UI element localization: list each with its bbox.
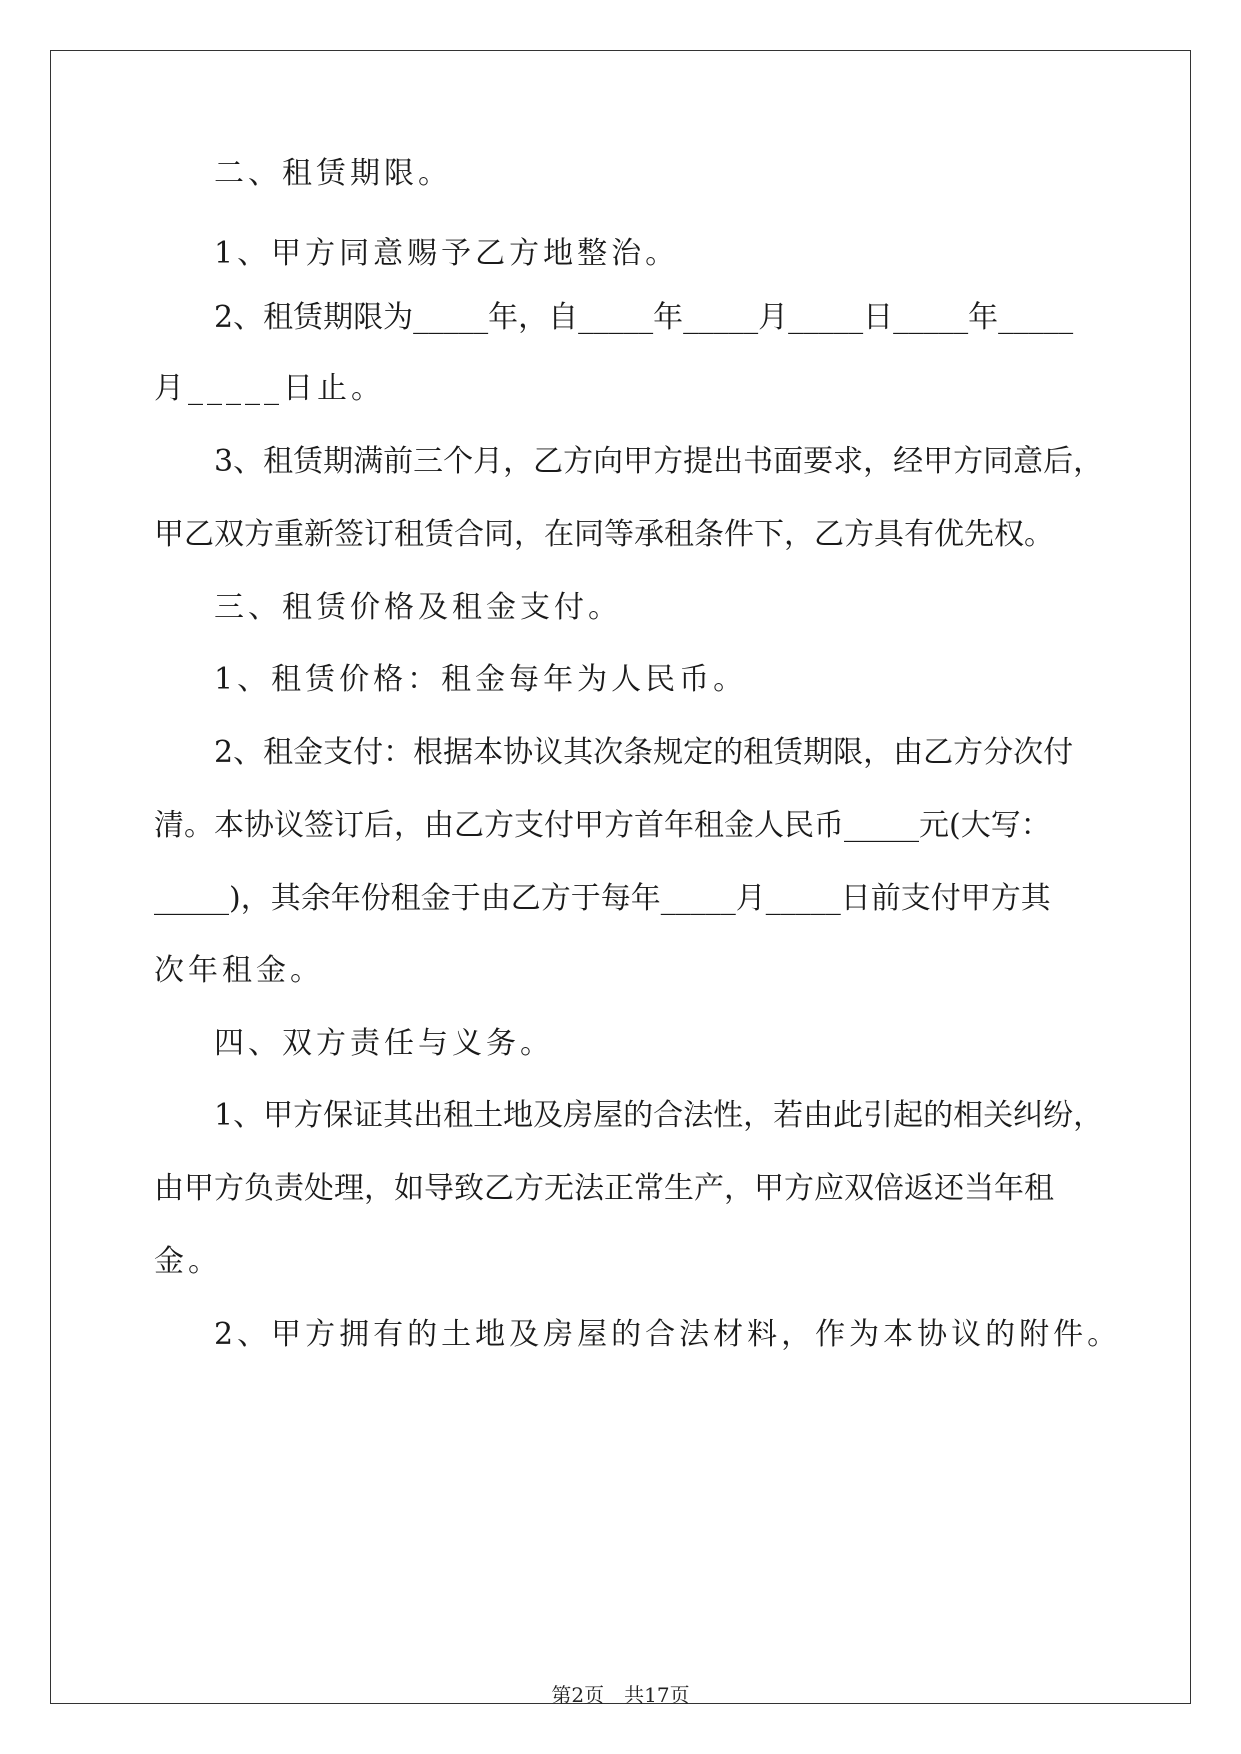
section-heading-lease-term: 二、租赁期限。 xyxy=(214,156,452,191)
paragraph-line: 金。 xyxy=(154,1244,222,1279)
paragraph-line: 1、甲方保证其出租土地及房屋的合法性，若由此引起的相关纠纷， xyxy=(214,1098,1104,1133)
paragraph-line: 清。本协议签订后，由乙方支付甲方首年租金人民币_____元(大写： xyxy=(154,808,1051,843)
paragraph-line: 1、租赁价格：租金每年为人民币。 xyxy=(214,662,748,697)
paragraph-line: 甲乙双方重新签订租赁合同，在同等承租条件下，乙方具有优先权。 xyxy=(154,517,1054,552)
page-number: 第2页 xyxy=(551,1683,605,1707)
paragraph-line: 2、甲方拥有的土地及房屋的合法材料，作为本协议的附件。 xyxy=(214,1317,1122,1352)
paragraph-line: 由甲方负责处理，如导致乙方无法正常生产，甲方应双倍返还当年租 xyxy=(154,1171,1054,1206)
section-heading-duties: 四、双方责任与义务。 xyxy=(214,1026,554,1061)
paragraph-line: 月_____日止。 xyxy=(154,371,385,406)
page-total: 共17页 xyxy=(624,1683,690,1707)
page-footer xyxy=(0,1682,1241,1708)
paragraph-line: 2、租赁期限为_____年，自_____年_____月_____日_____年_____ xyxy=(214,300,1074,335)
paragraph-line: 次年租金。 xyxy=(154,953,324,988)
paragraph-line: 3、租赁期满前三个月，乙方向甲方提出书面要求，经甲方同意后， xyxy=(214,444,1104,479)
section-heading-price: 三、租赁价格及租金支付。 xyxy=(214,590,622,625)
paragraph-line: 1、甲方同意赐予乙方地整治。 xyxy=(214,236,680,271)
paragraph-line: 2、租金支付：根据本协议其次条规定的租赁期限，由乙方分次付 xyxy=(214,735,1074,770)
paragraph-line: _____)，其余年份租金于由乙方于每年_____月_____日前支付甲方其 xyxy=(154,881,1051,916)
